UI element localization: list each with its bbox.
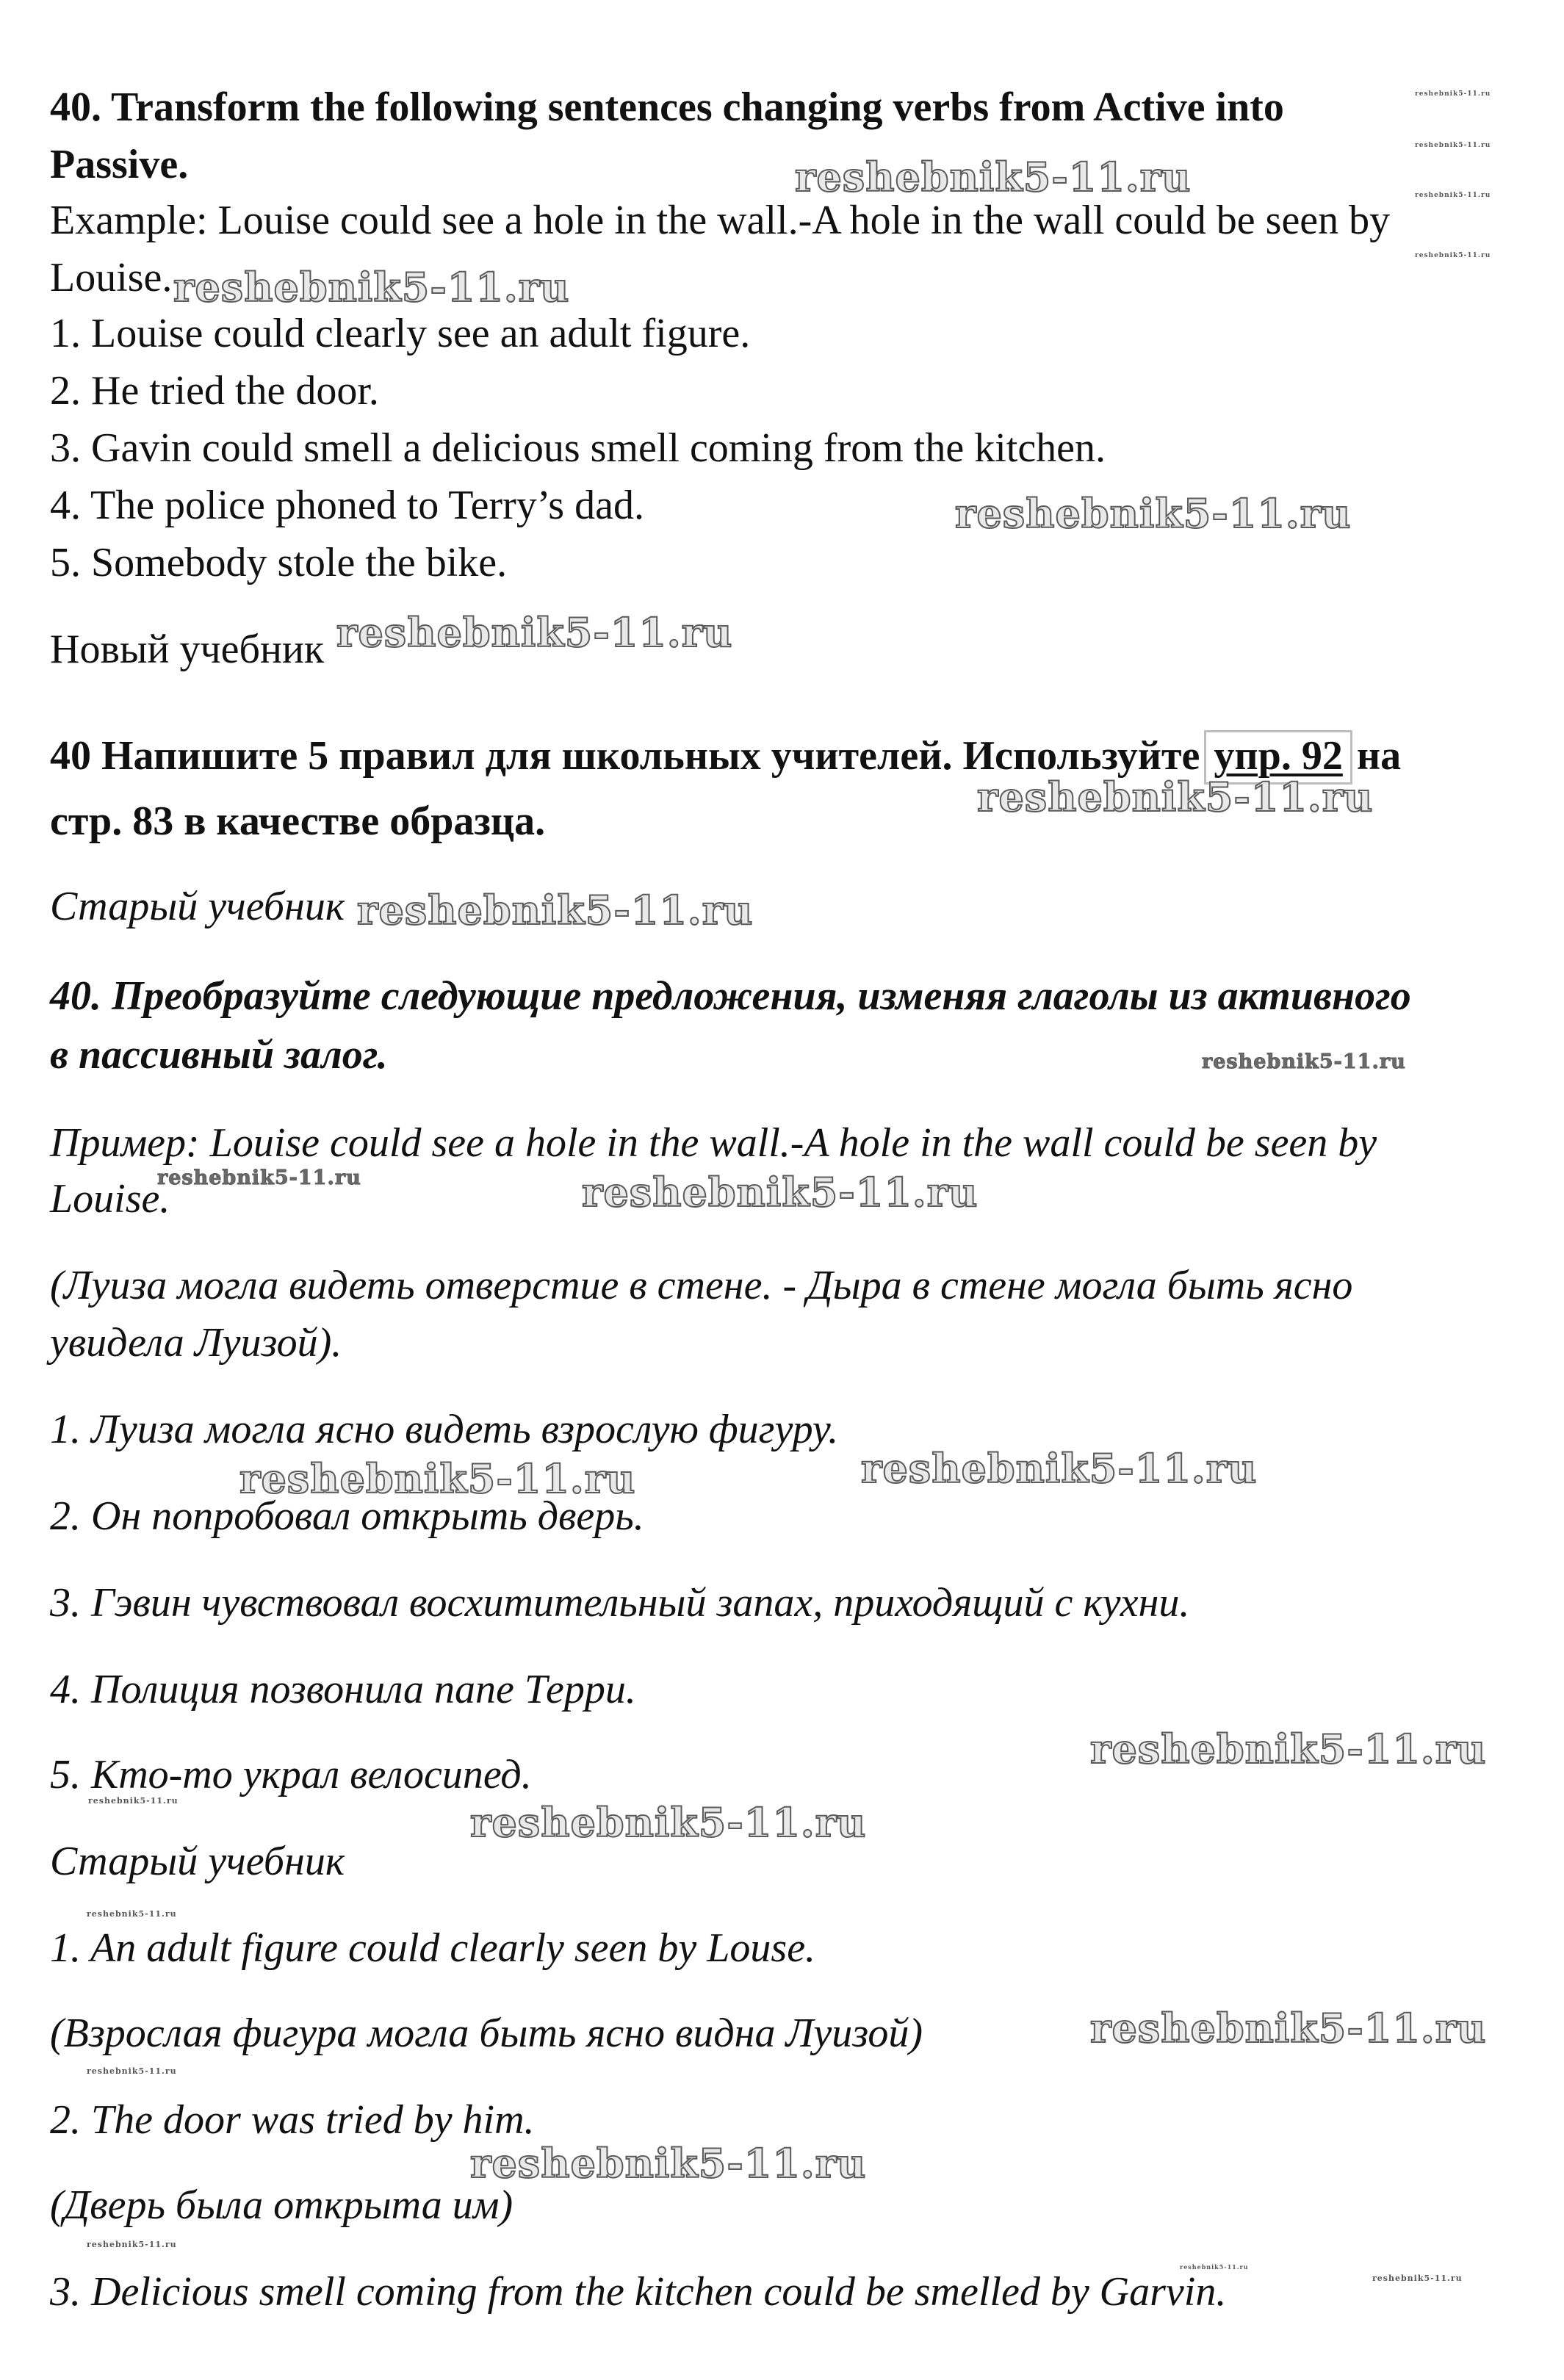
watermark: reshebnik5-11.ru — [1180, 2263, 1249, 2271]
task-heading-text: 40 Напишите 5 правил для школьных учителей. Используйте — [50, 733, 1200, 779]
task-heading-line2: стр. 83 в качестве образца. — [50, 798, 546, 844]
section-label-old-textbook: Старый учебник — [50, 884, 345, 929]
watermark: reshebnik5-11.ru — [582, 1169, 979, 1216]
watermark: reshebnik5-11.ru — [336, 609, 733, 656]
watermark: reshebnik5-11.ru — [955, 490, 1352, 537]
answer-line: 3. Delicious smell coming from the kitchen could be smelled by Garvin. — [50, 2269, 1227, 2315]
watermark: reshebnik5-11.ru — [1372, 2273, 1463, 2283]
watermark: reshebnik5-11.ru — [1415, 192, 1491, 199]
list-item: 1. Louise could clearly see an adult figure. — [50, 311, 751, 356]
exercise-heading-line1: 40. Transform the following sentences changing verbs from Active into — [50, 84, 1284, 130]
watermark: reshebnik5-11.ru — [795, 154, 1192, 201]
example-line1: Example: Louise could see a hole in the wall.-A hole in the wall could be seen by — [50, 198, 1391, 243]
watermark: reshebnik5-11.ru — [88, 1796, 179, 1806]
translation-line2: увидела Луизой). — [50, 1320, 342, 1366]
watermark: reshebnik5-11.ru — [1415, 90, 1491, 98]
watermark: reshebnik5-11.ru — [87, 1909, 177, 1919]
exercise-heading-line2: Passive. — [50, 142, 189, 187]
list-item: 5. Кто-то украл велосипед. — [50, 1752, 532, 1797]
answer-line: 2. The door was tried by him. — [50, 2097, 535, 2143]
section-label-new-textbook: Новый учебник — [50, 627, 325, 672]
watermark: reshebnik5-11.ru — [239, 1455, 636, 1502]
watermark: reshebnik5-11.ru — [470, 2140, 867, 2187]
list-item: 4. Полиция позвонила папе Терри. — [50, 1667, 636, 1712]
task-heading-text-end: на — [1356, 733, 1402, 779]
old-exercise-heading-line1: 40. Преобразуйте следующие предложения, изменяя глаголы из активного — [50, 973, 1411, 1019]
watermark: reshebnik5-11.ru — [1090, 2005, 1487, 2052]
old-example-line2: Louise. — [50, 1176, 170, 1222]
watermark: reshebnik5-11.ru — [173, 264, 570, 311]
watermark: reshebnik5-11.ru — [1090, 1726, 1487, 1773]
list-item: 3. Gavin could smell a delicious smell coming from the kitchen. — [50, 425, 1106, 471]
watermark: reshebnik5-11.ru — [1415, 142, 1491, 149]
answer-line: (Взрослая фигура могла быть ясно видна Луизой) — [50, 2011, 923, 2056]
list-item: 4. The police phoned to Terry’s dad. — [50, 483, 644, 528]
watermark: reshebnik5-11.ru — [1415, 252, 1491, 259]
watermark: reshebnik5-11.ru — [470, 1799, 867, 1846]
list-item: 5. Somebody stole the bike. — [50, 540, 508, 585]
old-exercise-heading-line2: в пассивный залог. — [50, 1032, 388, 1078]
watermark: reshebnik5-11.ru — [87, 2066, 177, 2076]
watermark: reshebnik5-11.ru — [977, 774, 1374, 821]
watermark: reshebnik5-11.ru — [87, 2240, 177, 2249]
example-line2: Louise. — [50, 255, 173, 300]
watermark: reshebnik5-11.ru — [1202, 1050, 1406, 1073]
answer-line: (Дверь была открыта им) — [50, 2182, 513, 2228]
watermark: reshebnik5-11.ru — [357, 887, 754, 934]
exercise-reference-link[interactable]: упр. 92 — [1204, 730, 1352, 785]
list-item: 2. Он попробовал открыть дверь. — [50, 1493, 644, 1539]
list-item: 3. Гэвин чувствовал восхитительный запах, приходящий с кухни. — [50, 1580, 1190, 1626]
list-item: 2. He tried the door. — [50, 368, 379, 414]
watermark: reshebnik5-11.ru — [157, 1166, 361, 1189]
watermark: reshebnik5-11.ru — [861, 1445, 1258, 1492]
answer-line: 1. An adult figure could clearly seen by Louse. — [50, 1925, 816, 1971]
old-example-line1: Пример: Louise could see a hole in the wall.-A hole in the wall could be seen by — [50, 1120, 1377, 1166]
list-item: 1. Луиза могла ясно видеть взрослую фигуру. — [50, 1407, 839, 1452]
section-label-answers: Старый учебник — [50, 1839, 345, 1884]
translation-line1: (Луиза могла видеть отверстие в стене. - Дыра в стене могла быть ясно — [50, 1263, 1353, 1308]
